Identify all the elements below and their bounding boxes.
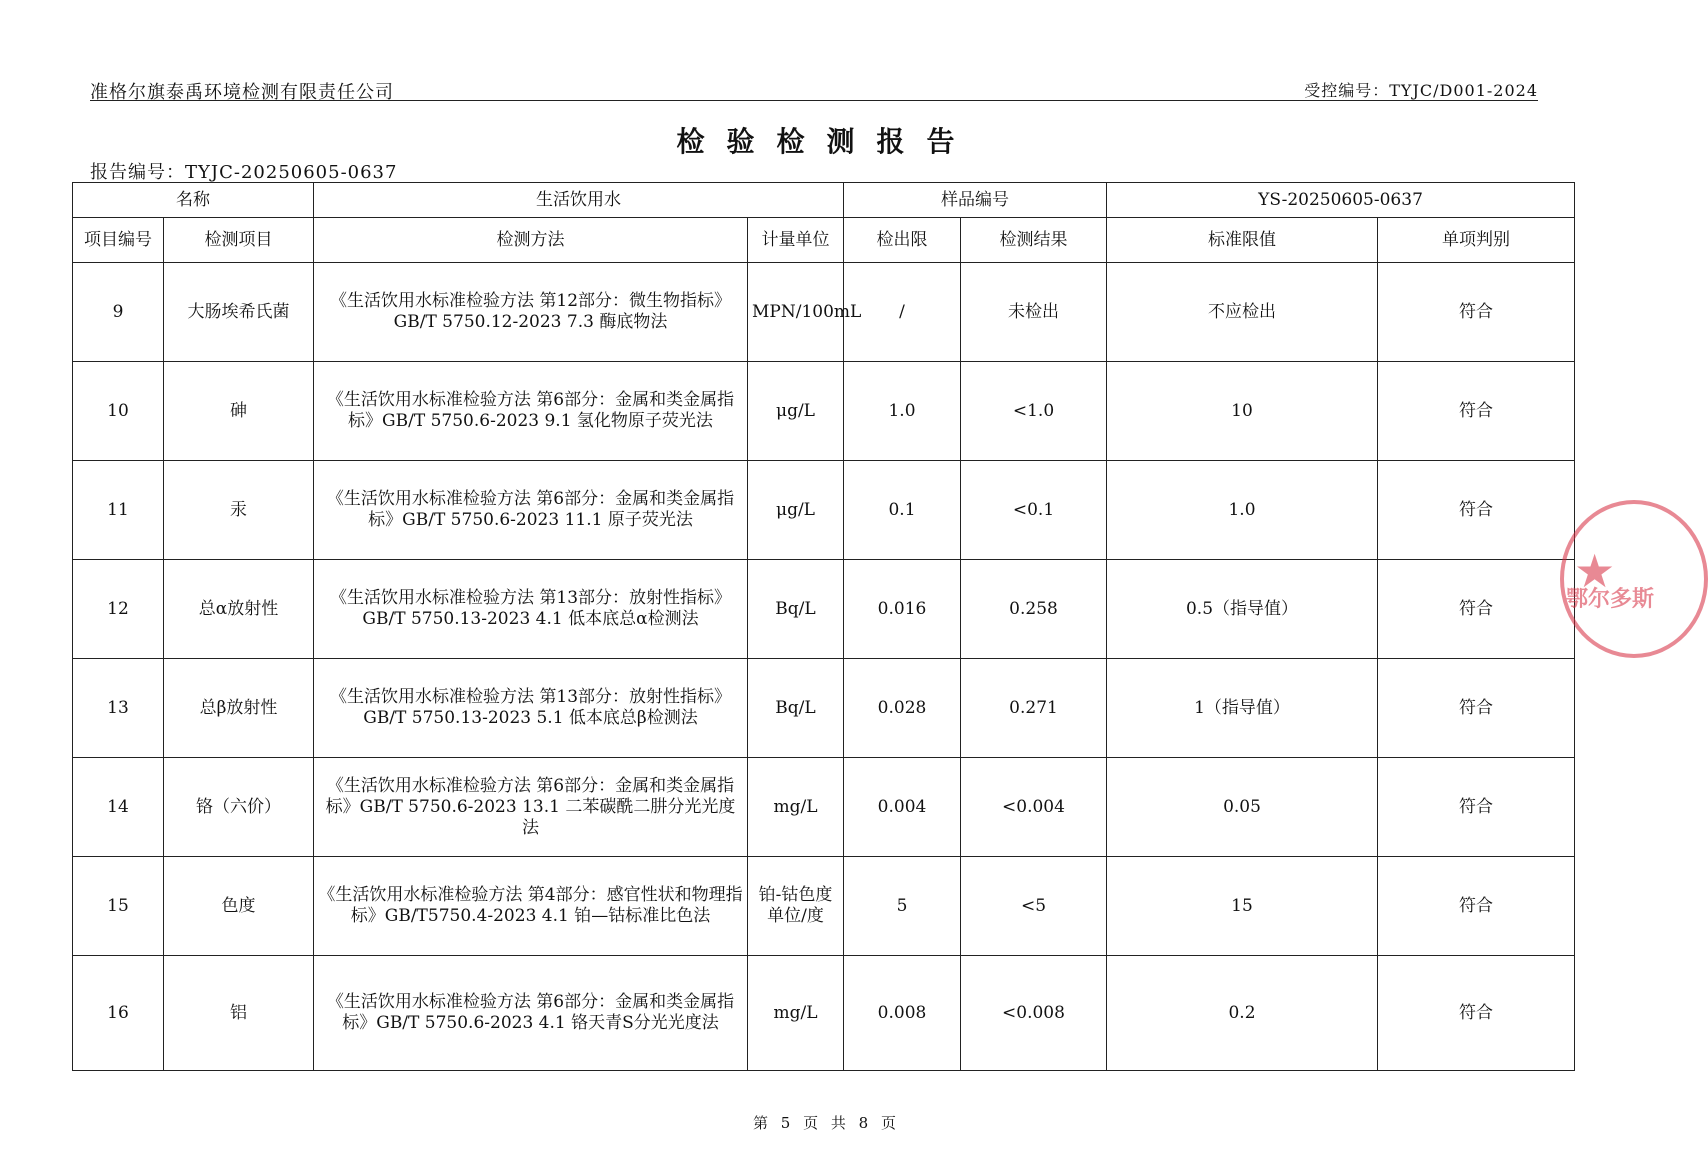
row-item: 总β放射性 <box>164 659 314 758</box>
col-item-no: 项目编号 <box>73 218 164 263</box>
row-judge: 符合 <box>1378 560 1575 659</box>
col-standard: 标准限值 <box>1107 218 1378 263</box>
row-result: <0.008 <box>961 956 1107 1071</box>
table-row <box>73 956 1575 1071</box>
row-unit: MPN/100mL <box>748 263 844 362</box>
row-result: <5 <box>961 857 1107 956</box>
row-no: 14 <box>73 758 164 857</box>
info-row <box>73 183 1575 218</box>
row-unit: μg/L <box>748 362 844 461</box>
row-standard: 1.0 <box>1107 461 1378 560</box>
row-judge: 符合 <box>1378 857 1575 956</box>
name-label: 名称 <box>73 183 314 218</box>
row-standard: 1（指导值） <box>1107 659 1378 758</box>
row-no: 13 <box>73 659 164 758</box>
row-standard: 0.05 <box>1107 758 1378 857</box>
row-result: 未检出 <box>961 263 1107 362</box>
col-judgement: 单项判别 <box>1378 218 1575 263</box>
row-unit: Bq/L <box>748 659 844 758</box>
row-no: 12 <box>73 560 164 659</box>
control-number: 受控编号：TYJC/D001-2024 <box>1304 81 1538 100</box>
row-item: 总α放射性 <box>164 560 314 659</box>
row-result: 0.271 <box>961 659 1107 758</box>
row-judge: 符合 <box>1378 461 1575 560</box>
row-standard: 不应检出 <box>1107 263 1378 362</box>
row-judge: 符合 <box>1378 263 1575 362</box>
row-result: <0.004 <box>961 758 1107 857</box>
report-title: 检验检测报告 <box>676 125 977 158</box>
official-seal <box>1560 500 1708 658</box>
row-standard: 10 <box>1107 362 1378 461</box>
col-limit: 检出限 <box>844 218 961 263</box>
row-method: 《生活饮用水标准检验方法 第4部分：感官性状和物理指标》GB/T5750.4-2023 4.1 铂—钴标准比色法 <box>314 857 748 956</box>
col-unit: 计量单位 <box>748 218 844 263</box>
row-item: 色度 <box>164 857 314 956</box>
row-item: 砷 <box>164 362 314 461</box>
report-number: 报告编号：TYJC-20250605-0637 <box>90 162 398 183</box>
row-no: 9 <box>73 263 164 362</box>
row-result: <0.1 <box>961 461 1107 560</box>
row-result: 0.258 <box>961 560 1107 659</box>
company-name: 准格尔旗泰禹环境检测有限责任公司 <box>90 82 394 103</box>
row-method: 《生活饮用水标准检验方法 第6部分：金属和类金属指标》GB/T 5750.6-2023 4.1 铬天青S分光光度法 <box>314 956 748 1071</box>
row-no: 16 <box>73 956 164 1071</box>
row-judge: 符合 <box>1378 956 1575 1071</box>
row-no: 10 <box>73 362 164 461</box>
row-method: 《生活饮用水标准检验方法 第12部分：微生物指标》GB/T 5750.12-2023 7.3 酶底物法 <box>314 263 748 362</box>
col-method: 检测方法 <box>314 218 748 263</box>
row-unit: μg/L <box>748 461 844 560</box>
table-row <box>73 560 1575 659</box>
row-unit: Bq/L <box>748 560 844 659</box>
seal-star-icon: ★ <box>1574 544 1616 598</box>
column-header-row <box>73 218 1575 263</box>
row-limit: 0.008 <box>844 956 961 1071</box>
row-judge: 符合 <box>1378 362 1575 461</box>
table-row <box>73 362 1575 461</box>
row-method: 《生活饮用水标准检验方法 第6部分：金属和类金属指标》GB/T 5750.6-2023 9.1 氢化物原子荧光法 <box>314 362 748 461</box>
col-result: 检测结果 <box>961 218 1107 263</box>
row-item: 汞 <box>164 461 314 560</box>
table-row <box>73 263 1575 362</box>
row-unit: mg/L <box>748 758 844 857</box>
row-method: 《生活饮用水标准检验方法 第6部分：金属和类金属指标》GB/T 5750.6-2023 13.1 二苯碳酰二肼分光光度法 <box>314 758 748 857</box>
row-standard: 0.5（指导值） <box>1107 560 1378 659</box>
sample-label: 样品编号 <box>844 183 1107 218</box>
name-value: 生活饮用水 <box>314 183 844 218</box>
row-unit: 铂-钴色度单位/度 <box>748 857 844 956</box>
results-table <box>72 182 1575 1071</box>
page-number: 第 5 页 共 8 页 <box>753 1114 900 1132</box>
row-method: 《生活饮用水标准检验方法 第6部分：金属和类金属指标》GB/T 5750.6-2023 11.1 原子荧光法 <box>314 461 748 560</box>
table-row <box>73 758 1575 857</box>
row-item: 铬（六价） <box>164 758 314 857</box>
table-row <box>73 659 1575 758</box>
header-bar <box>90 78 1538 101</box>
seal-text: 鄂尔多斯 <box>1566 586 1655 612</box>
row-limit: / <box>844 263 961 362</box>
table-row <box>73 857 1575 956</box>
row-no: 11 <box>73 461 164 560</box>
row-limit: 0.028 <box>844 659 961 758</box>
row-limit: 1.0 <box>844 362 961 461</box>
row-judge: 符合 <box>1378 758 1575 857</box>
row-item: 铝 <box>164 956 314 1071</box>
row-method: 《生活饮用水标准检验方法 第13部分：放射性指标》GB/T 5750.13-2023 4.1 低本底总α检测法 <box>314 560 748 659</box>
col-item: 检测项目 <box>164 218 314 263</box>
row-limit: 0.004 <box>844 758 961 857</box>
sample-value: YS-20250605-0637 <box>1107 183 1575 218</box>
row-limit: 5 <box>844 857 961 956</box>
row-judge: 符合 <box>1378 659 1575 758</box>
row-limit: 0.016 <box>844 560 961 659</box>
row-method: 《生活饮用水标准检验方法 第13部分：放射性指标》GB/T 5750.13-2023 5.1 低本底总β检测法 <box>314 659 748 758</box>
row-standard: 15 <box>1107 857 1378 956</box>
row-limit: 0.1 <box>844 461 961 560</box>
row-no: 15 <box>73 857 164 956</box>
row-unit: mg/L <box>748 956 844 1071</box>
row-standard: 0.2 <box>1107 956 1378 1071</box>
row-result: <1.0 <box>961 362 1107 461</box>
table-row <box>73 461 1575 560</box>
row-item: 大肠埃希氏菌 <box>164 263 314 362</box>
